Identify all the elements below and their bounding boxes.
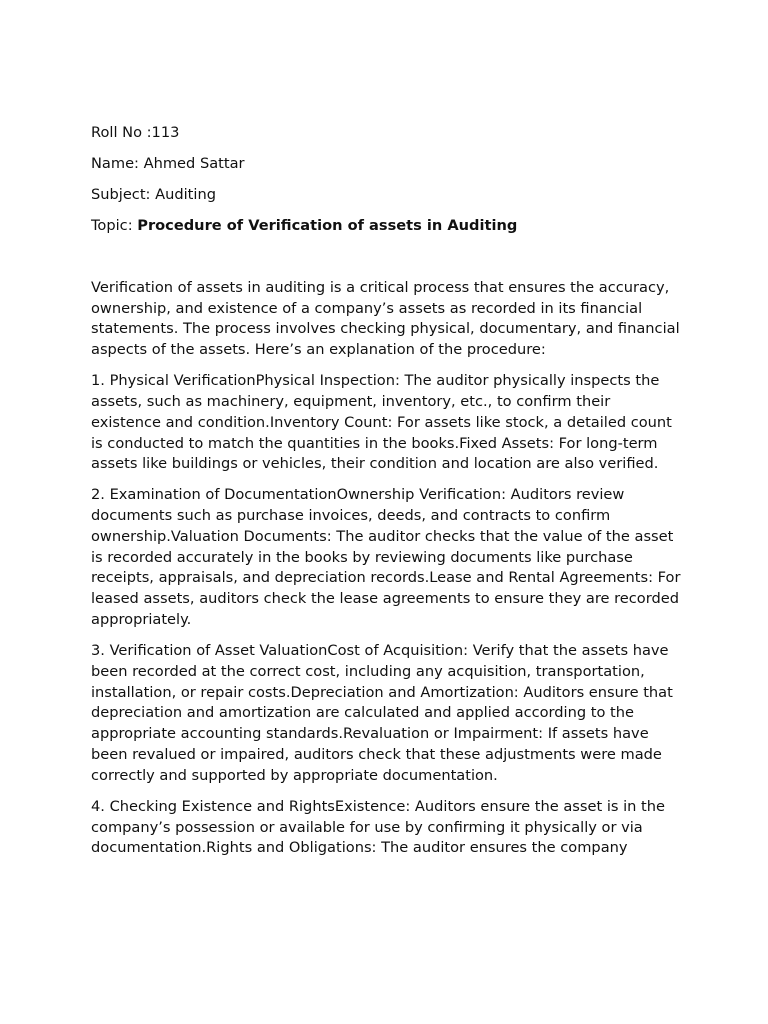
intro-paragraph: Verification of assets in auditing is a critical process that ensures the accuracy, ownership, and existence of a company’s assets as recorded in its financial statements. The process involves checking physical, documentary, and financial aspects of the assets. Here’s an explanation of the procedure: (91, 278, 680, 359)
roll-number: Roll No :113 (91, 124, 180, 141)
document-header (91, 123, 683, 237)
section-paragraph-3: 3. Verification of Asset ValuationCost of Acquisition: Verify that the assets have been recorded at the correct cost, including any acquisition, transportation, installation, or repair costs.Depreciation and Amortization: Auditors ensure that depreciation and amortization are calculated and applied according to the appropriate accounting standards.Revaluation or Impairment: If assets have been revalued or impaired, auditors check that these adjustments were made correctly and supported by appropriate documentation. (91, 642, 673, 784)
topic-title: Procedure of Verification of assets in Auditing (137, 216, 518, 234)
topic-label: Topic: (91, 216, 138, 234)
topic-line (91, 216, 683, 237)
section-paragraph-4: 4. Checking Existence and RightsExistence: Auditors ensure the asset is in the company’s possession or available for use by confirming it physically or via documentation.Rights and Obligations: The auditor ensures the company (91, 797, 666, 857)
student-name: Name: Ahmed Sattar (91, 154, 245, 172)
subject-line: Subject: Auditing (91, 185, 216, 203)
document-page (91, 123, 683, 869)
section-paragraph-2: 2. Examination of DocumentationOwnership Verification: Auditors review documents such as purchase invoices, deeds, and contracts to confirm ownership.Valuation Documents: The auditor checks that the value of the asset is recorded accurately in the books by reviewing documents like purchase receipts, appraisals, and depreciation records.Lease and Rental Agreements: For leased assets, auditors check the lease agreements to ensure they are recorded appropriately. (91, 486, 681, 629)
section-paragraph-1: 1. Physical VerificationPhysical Inspection: The auditor physically inspects the assets, such as machinery, equipment, inventory, etc., to confirm their existence and condition.Inventory Count: For assets like stock, a detailed count is conducted to match the quantities in the books.Fixed Assets: For long-term assets like buildings or vehicles, their condition and location are also verified. (91, 372, 672, 473)
